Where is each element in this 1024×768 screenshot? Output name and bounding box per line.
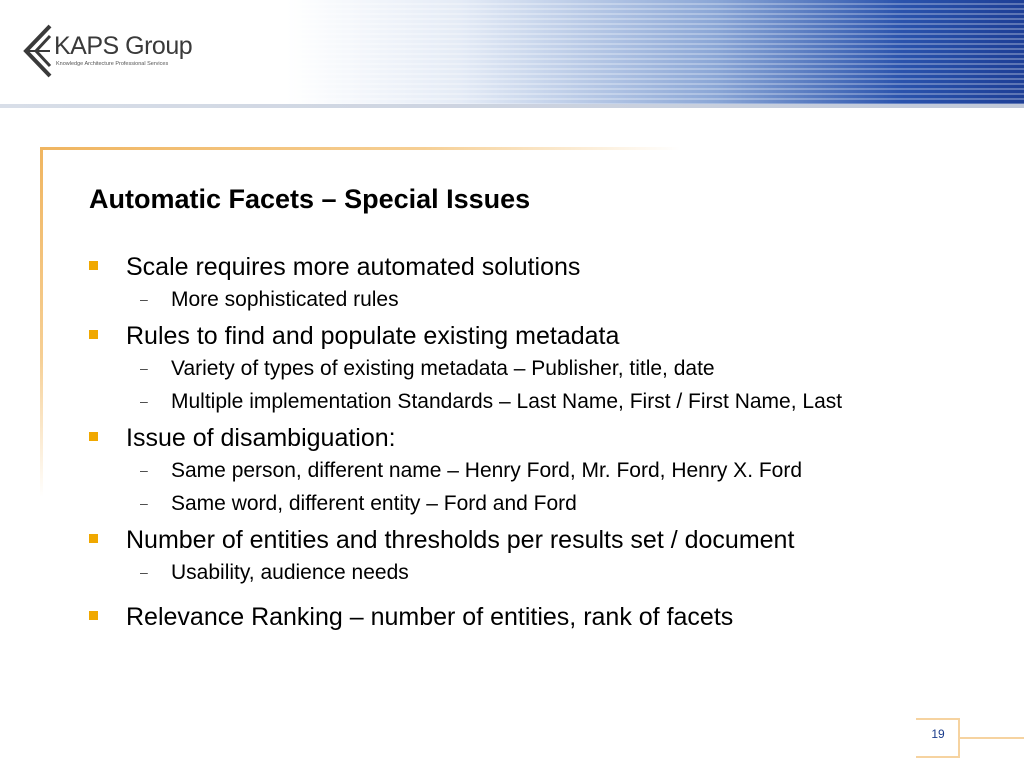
bullet-item <box>88 523 968 557</box>
header-stripes <box>260 0 1024 104</box>
dash-bullet-icon: – <box>140 564 148 580</box>
sub-bullet-text: Variety of types of existing metadata – Publisher, title, date <box>171 357 715 380</box>
bullet-text: Number of entities and thresholds per results set / document <box>126 526 795 554</box>
spacer <box>88 592 968 600</box>
sub-bullet-text: More sophisticated rules <box>171 288 399 311</box>
bullet-text: Relevance Ranking – number of entities, rank of facets <box>126 603 734 631</box>
sub-bullet-item <box>88 286 951 313</box>
square-bullet-icon <box>89 330 98 339</box>
header-banner <box>0 0 1024 104</box>
sub-bullet-item <box>88 355 951 382</box>
bullet-text: Rules to find and populate existing metadata <box>126 322 620 350</box>
slide-title: Automatic Facets – Special Issues <box>89 184 531 214</box>
page-number: 19 <box>931 727 945 741</box>
bullet-text: Scale requires more automated solutions <box>126 253 581 281</box>
header-divider <box>0 104 1024 108</box>
sub-bullet-text: Multiple implementation Standards – Last Name, First / First Name, Last <box>171 390 843 413</box>
dash-bullet-icon: – <box>140 393 148 409</box>
logo-subtext: Knowledge Architecture Professional Services <box>56 61 169 67</box>
square-bullet-icon <box>89 432 98 441</box>
company-logo <box>20 22 220 82</box>
dash-bullet-icon: – <box>140 495 148 511</box>
dash-bullet-icon: – <box>140 291 148 307</box>
sub-bullet-item <box>88 559 951 586</box>
square-bullet-icon <box>89 611 98 620</box>
sub-bullet-text: Same person, different name – Henry Ford, Mr. Ford, Henry X. Ford <box>171 459 803 482</box>
dash-bullet-icon: – <box>140 462 148 478</box>
page-number-tail <box>958 737 1024 739</box>
square-bullet-icon <box>89 261 98 270</box>
logo-text: KAPS Group <box>54 32 193 60</box>
bullet-item <box>88 250 968 284</box>
bullet-item <box>88 421 968 455</box>
sub-bullet-item <box>88 490 951 517</box>
bullet-item <box>88 600 968 634</box>
frame-left-accent <box>40 147 43 497</box>
sub-bullet-item <box>88 388 951 415</box>
dash-bullet-icon: – <box>140 360 148 376</box>
bullet-text: Issue of disambiguation: <box>126 424 396 452</box>
square-bullet-icon <box>89 534 98 543</box>
bullet-item <box>88 319 968 353</box>
sub-bullet-text: Same word, different entity – Ford and Ford <box>171 492 577 515</box>
bullet-list <box>88 250 968 636</box>
sub-bullet-text: Usability, audience needs <box>171 561 409 584</box>
frame-top-accent <box>40 147 680 150</box>
kaps-logo-icon <box>20 22 56 80</box>
sub-bullet-item <box>88 457 951 484</box>
